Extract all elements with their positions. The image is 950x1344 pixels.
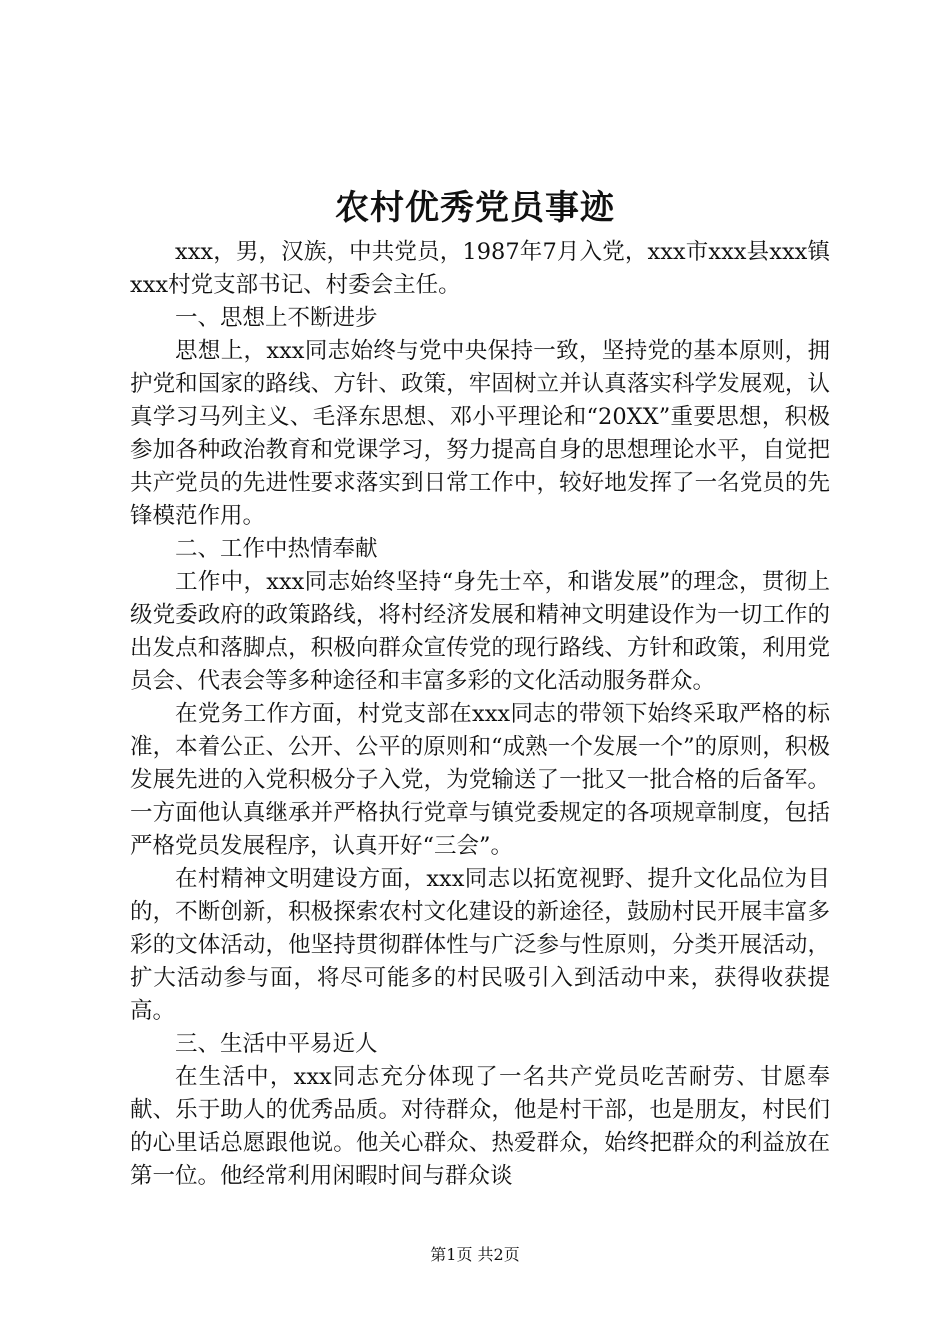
paragraph-thought: 思想上，xxx同志始终与党中央保持一致，坚持党的基本原则，拥护党和国家的路线、方针、政策，牢固树立并认真落实科学发展观，认真学习马列主义、毛泽东思想、邓小平理论和“20XX”重要思想，积极参加各种政治教育和党课学习，努力提高自身的思想理论水平，自觉把共产党员的先进性要求落实到日常工作中，较好地发挥了一名党员的先锋模范作用。 bbox=[130, 338, 830, 529]
paragraph-intro: xxx，男，汉族，中共党员，1987年7月入党，xxx市xxx县xxx镇xxx村党支部书记、村委会主任。 bbox=[130, 239, 830, 298]
page-number-footer: 第1页 共2页 bbox=[430, 1245, 520, 1264]
section-heading-1: 一、思想上不断进步 bbox=[175, 305, 378, 331]
section-heading-3: 三、生活中平易近人 bbox=[175, 1031, 378, 1057]
paragraph-work: 工作中，xxx同志始终坚持“身先士卒，和谐发展”的理念，贯彻上级党委政府的政策路线，将村经济发展和精神文明建设作为一切工作的出发点和落脚点，积极向群众宣传党的现行路线、方针和政策，利用党员会、代表会等多种途径和丰富多彩的文化活动服务群众。 bbox=[130, 569, 830, 694]
section-heading-2: 二、工作中热情奉献 bbox=[175, 536, 378, 562]
document-body bbox=[130, 236, 830, 1193]
document-title: 农村优秀党员事迹 bbox=[335, 188, 615, 228]
paragraph-civilization: 在村精神文明建设方面，xxx同志以拓宽视野、提升文化品位为目的，不断创新，积极探索农村文化建设的新途径，鼓励村民开展丰富多彩的文体活动，他坚持贯彻群体性与广泛参与性原则，分类开展活动，扩大活动参与面，将尽可能多的村民吸引入到活动中来，获得收获提高。 bbox=[130, 866, 830, 1024]
paragraph-life: 在生活中，xxx同志充分体现了一名共产党员吃苦耐劳、甘愿奉献、乐于助人的优秀品质。对待群众，他是村干部，也是朋友，村民们的心里话总愿跟他说。他关心群众、热爱群众，始终把群众的利益放在第一位。他经常利用闲暇时间与群众谈 bbox=[130, 1064, 830, 1189]
paragraph-party-affairs: 在党务工作方面，村党支部在xxx同志的带领下始终采取严格的标准，本着公正、公开、公平的原则和“成熟一个发展一个”的原则，积极发展先进的入党积极分子入党，为党输送了一批又一批合格的后备军。一方面他认真继承并严格执行党章与镇党委规定的各项规章制度，包括严格党员发展程序，认真开好“三会”。 bbox=[130, 701, 830, 859]
